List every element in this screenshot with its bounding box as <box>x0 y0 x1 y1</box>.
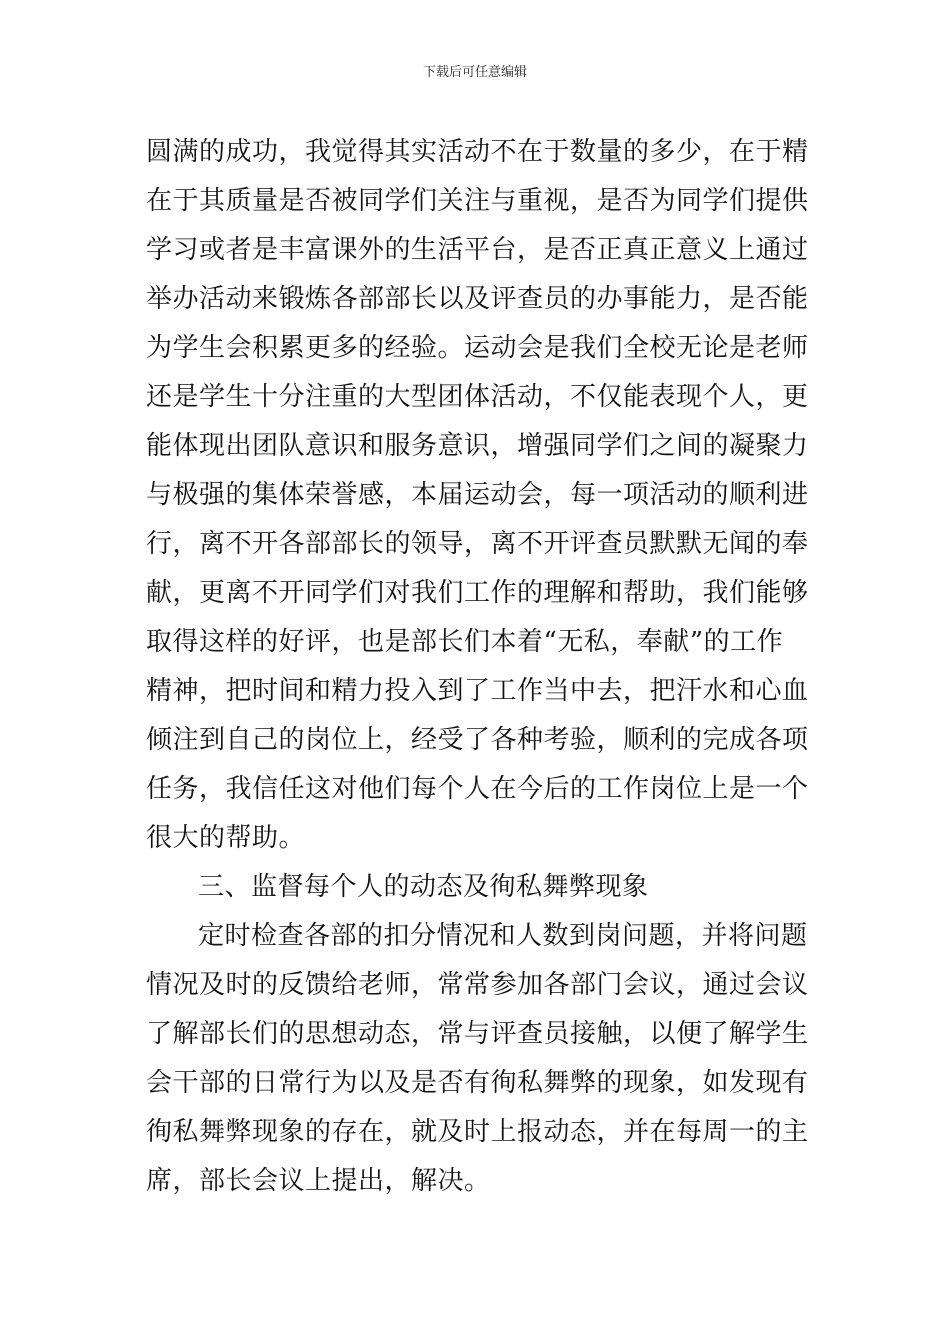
text-line: 还是学生十分注重的大型团体活动，不仅能表现个人，更 <box>146 382 809 412</box>
page-header: 下载后可任意编辑 <box>422 65 527 80</box>
text-line: 倾注到自己的岗位上，经受了各种考验，顺利的完成各项 <box>146 725 809 755</box>
text-line: 情况及时的反馈给老师，常常参加各部门会议，通过会议 <box>146 970 809 1000</box>
text-line: 能体现出团队意识和服务意识，增强同学们之间的凝聚力 <box>146 431 809 461</box>
text-line: 精神，把时间和精力投入到了工作当中去，把汗水和心血 <box>146 676 809 706</box>
text-line: 取得这样的好评，也是部长们本着“无私，奉献”的工作 <box>146 627 784 657</box>
text-line: 席，部长会议上提出，解决。 <box>146 1166 491 1196</box>
text-line: 行，离不开各部部长的领导，离不开评查员默默无闻的奉 <box>146 529 809 559</box>
text-line: 学习或者是丰富课外的生活平台，是否正真正意义上通过 <box>146 235 809 265</box>
text-line: 了解部长们的思想动态，常与评查员接触，以便了解学生 <box>146 1019 809 1049</box>
paragraph-2 <box>146 912 810 1206</box>
paragraph-1 <box>146 128 810 863</box>
text-line: 为学生会积累更多的经验。运动会是我们全校无论是老师 <box>146 333 809 363</box>
text-line: 圆满的成功，我觉得其实活动不在于数量的多少，在于精 <box>146 137 809 167</box>
text-line: 与极强的集体荣誉感，本届运动会，每一项活动的顺利进 <box>146 480 809 510</box>
text-line: 会干部的日常行为以及是否有徇私舞弊的现象，如发现有 <box>146 1068 809 1098</box>
text-line: 在于其质量是否被同学们关注与重视，是否为同学们提供 <box>146 186 809 216</box>
text-line: 定时检查各部的扣分情况和人数到岗问题，并将问题 <box>198 921 808 951</box>
text-line: 徇私舞弊现象的存在，就及时上报动态，并在每周一的主 <box>146 1117 809 1147</box>
document-body <box>146 128 810 1206</box>
text-line: 很大的帮助。 <box>146 823 306 853</box>
text-line: 举办活动来锻炼各部部长以及评查员的办事能力，是否能 <box>146 284 809 314</box>
text-line: 献，更离不开同学们对我们工作的理解和帮助，我们能够 <box>146 578 809 608</box>
section-heading: 三、监督每个人的动态及徇私舞弊现象 <box>198 872 649 902</box>
text-line: 任务，我信任这对他们每个人在今后的工作岗位上是一个 <box>146 774 809 804</box>
